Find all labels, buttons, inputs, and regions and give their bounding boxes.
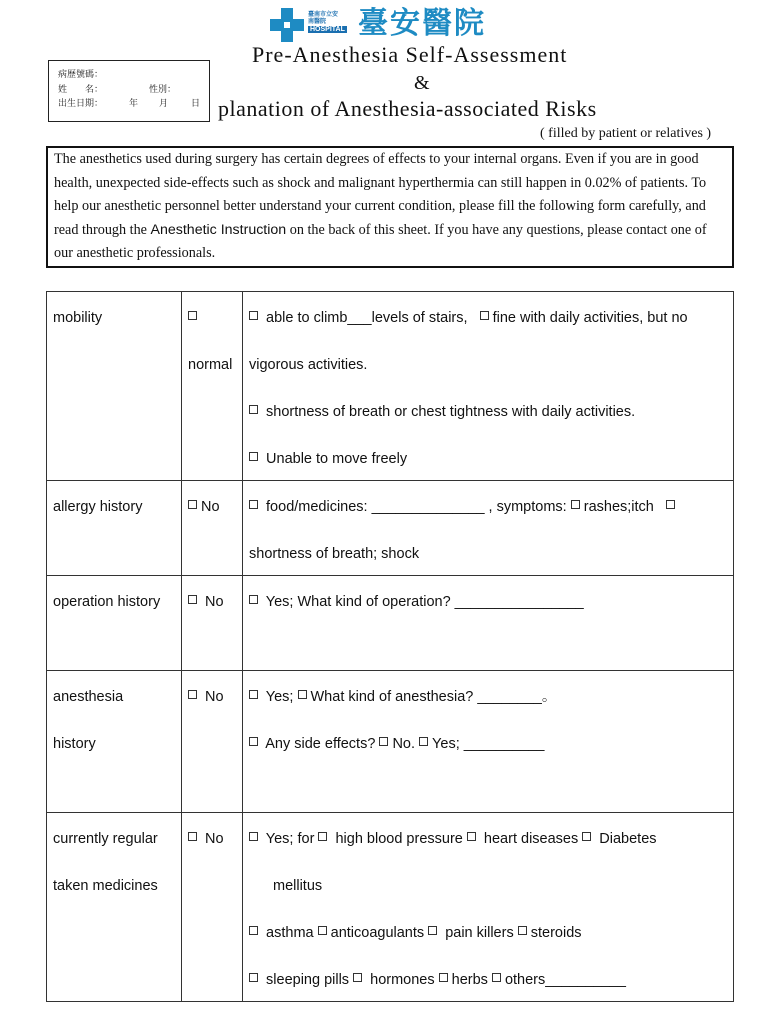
climb-stairs-checkbox[interactable] [249,311,258,320]
others-checkbox[interactable] [492,973,501,982]
options-cell [243,576,734,671]
hospital-cross-icon [268,6,306,44]
intro-text-1: The anesthetics used during surgery has certain degrees of effects to your internal organs. Even if you are in good health, unexpected side-effects such as shock and malignant hyperthermia can still happen in 0.02% of patients. To help our anesthetic personnel better understand your current condition, please fill the following form carefully, and read through the [54,151,707,238]
medicines-yes-label: Yes; for [265,831,315,847]
asthma-label: asthma [266,925,314,941]
options-cell [243,481,734,576]
options-cell [243,813,734,1002]
anticoagulants-checkbox[interactable] [318,926,327,935]
dob-day: 日 [191,99,201,109]
row-label-cell [47,813,182,1002]
heart-label: heart diseases [483,831,579,847]
daily-activities-label: fine with daily activities, but no [492,310,688,326]
sleeping-pills-checkbox[interactable] [249,973,258,982]
others-label: others__________ [504,972,626,988]
anesthesia-no-checkbox[interactable] [188,690,197,699]
side-effects-label: Any side effects? [265,736,376,752]
intro-paragraph [46,146,734,268]
side-effects-checkbox[interactable] [249,737,258,746]
allergy-no-checkbox[interactable] [188,500,197,509]
food-medicine-label: food/medicines: ______________ , symptoms: [266,499,567,515]
row-label: taken medicines [53,878,158,894]
side-effects-yes-label: Yes; __________ [432,736,545,752]
sex-label: 性別： [149,85,177,95]
medicines-no-label: No [205,831,224,847]
table-row [47,292,734,481]
mellitus-label: mellitus [273,878,323,894]
hormones-checkbox[interactable] [353,973,362,982]
shock-label: shortness of breath; shock [249,546,420,562]
options-cell [243,292,734,481]
high-bp-label: high blood pressure [335,831,463,847]
anesthesia-kind-checkbox[interactable] [298,690,307,699]
dob-month: 月 [159,99,169,109]
unable-move-label: Unable to move freely [266,451,408,467]
daily-activities-checkbox[interactable] [480,311,489,320]
row-label: mobility [53,310,103,326]
title-ampersand: & [414,72,430,94]
normal-checkbox[interactable] [188,311,197,320]
allergy-no-label: No [201,499,220,515]
row-label: currently regular [53,831,158,847]
row-label: operation history [53,594,161,610]
anticoagulants-label: anticoagulants [330,925,425,941]
shortness-breath-checkbox[interactable] [249,405,258,414]
side-effects-no-label: No. [392,736,416,752]
normal-label: normal [188,357,233,373]
fill-note: ( filled by patient or relatives ) [540,126,712,141]
logo-small-text: 臺南市立安南醫院 HOSPITAL [308,12,345,33]
row-label-cell [47,576,182,671]
no-cell [182,671,243,813]
vigorous-label: vigorous activities. [249,357,368,373]
anesthesia-kind-label: What kind of anesthesia? ________。 [310,689,557,705]
no-cell [182,576,243,671]
diabetes-label: Diabetes [599,831,657,847]
normal-cell [182,292,243,481]
patient-info-box [48,60,210,122]
shortness-breath-label: shortness of breath or chest tightness with daily activities. [266,404,636,420]
hospital-name: 臺安醫院 [358,6,486,41]
side-effects-yes-checkbox[interactable] [419,737,428,746]
table-row [47,813,734,1002]
page-subtitle: planation of Anesthesia-associated Risks [218,96,597,121]
medicines-yes-checkbox[interactable] [249,832,258,841]
intro-text-2: on the back of this sheet. If you have any questions, please contact one of our anesthetic professionals. [54,221,707,262]
hospital-logo [268,6,538,44]
shock-checkbox[interactable] [666,500,675,509]
asthma-checkbox[interactable] [249,926,258,935]
climb-stairs-label: able to climb___levels of stairs, [266,310,468,326]
row-label-cell [47,671,182,813]
page-title: Pre-Anesthesia Self-Assessment [252,42,568,67]
row-label: allergy history [53,499,143,515]
diabetes-checkbox[interactable] [582,832,591,841]
no-cell [182,481,243,576]
high-bp-checkbox[interactable] [318,832,327,841]
rashes-checkbox[interactable] [571,500,580,509]
medicines-no-checkbox[interactable] [188,832,197,841]
rashes-label: rashes;itch [583,499,654,515]
operation-yes-label: Yes; What kind of operation? ________________ [265,594,584,610]
row-label: anesthesia [53,689,124,705]
options-cell [243,671,734,813]
table-row [47,576,734,671]
assessment-table [46,291,734,1002]
dob-label: 出生日期： [58,99,104,109]
food-medicine-checkbox[interactable] [249,500,258,509]
sleeping-pills-label: sleeping pills [266,972,350,988]
side-effects-no-checkbox[interactable] [379,737,388,746]
dob-year: 年 [129,99,139,109]
operation-no-checkbox[interactable] [188,595,197,604]
herbs-label: herbs [451,972,488,988]
herbs-checkbox[interactable] [439,973,448,982]
heart-checkbox[interactable] [467,832,476,841]
no-cell [182,813,243,1002]
operation-no-label: No [205,594,224,610]
table-row [47,671,734,813]
steroids-checkbox[interactable] [518,926,527,935]
record-number-label: 病歷號碼： [58,70,104,80]
hormones-label: hormones [370,972,435,988]
anesthesia-yes-label: Yes; [265,689,294,705]
intro-highlight: Anesthetic Instruction [150,221,287,238]
anesthesia-no-label: No [205,689,224,705]
unable-move-checkbox[interactable] [249,452,258,461]
patient-name-label: 姓 名： [58,85,104,95]
anesthesia-yes-checkbox[interactable] [249,690,258,699]
steroids-label: steroids [530,925,582,941]
table-row [47,481,734,576]
pain-killers-label: pain killers [445,925,514,941]
operation-yes-checkbox[interactable] [249,595,258,604]
pain-killers-checkbox[interactable] [428,926,437,935]
row-label-cell [47,481,182,576]
row-label: history [53,736,96,752]
row-label-cell [47,292,182,481]
